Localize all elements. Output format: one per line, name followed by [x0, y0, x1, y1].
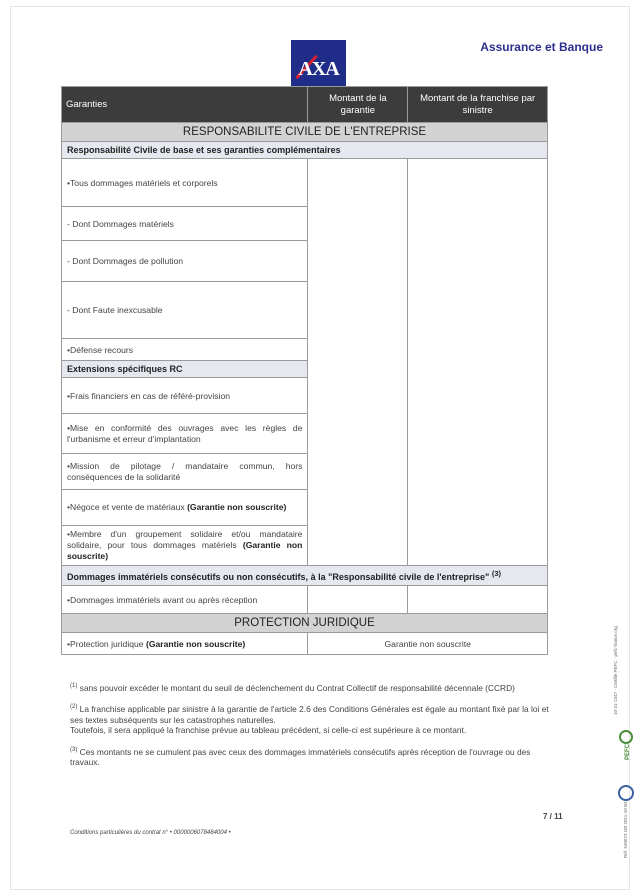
footnote-text: Ces montants ne se cumulent pas avec ceux des dommages immatériels consécutifs après réception de l'ouvrage ou des travaux.	[70, 746, 531, 767]
amount-cell	[308, 586, 408, 614]
table-row	[62, 526, 548, 566]
footnote-ref: (3)	[491, 569, 501, 578]
row-label: •Mise en conformité des ouvrages avec les règles de l'urbanisme et erreur d'implantation	[62, 414, 308, 454]
sub-immat	[62, 566, 548, 586]
row-label: - Dont Faute inexcusable	[62, 282, 308, 339]
footnote-2b	[70, 725, 558, 736]
not-subscribed-note: (Garantie non souscrite)	[67, 540, 303, 561]
page-number: 7 / 11	[543, 812, 563, 821]
pefc-code: 10-31-1347 · Certifié PEFC · pefc-france.org	[613, 626, 618, 715]
recycle-logo-icon	[618, 785, 634, 801]
table-row	[62, 159, 548, 207]
footnote-text: La franchise applicable par sinistre à la garantie de l'article 2.6 des Conditions Générales est égale au montant fixé par la loi et ses textes subséquents sur les catastrophes naturelles.	[70, 704, 549, 725]
footnotes	[70, 681, 558, 776]
footnote-text: sans pouvoir excéder le montant du seuil de déclenchement du Contrat Collectif de responsabilité décennale (CCRD)	[79, 682, 515, 693]
sub-immat-cell	[62, 566, 548, 586]
footnote-3	[70, 745, 558, 768]
row-label: •Défense recours	[62, 339, 308, 361]
row-label: •Mission de pilotage / mandataire commun, hors conséquences de la solidarité	[62, 454, 308, 490]
table-header	[62, 87, 548, 123]
row-pj	[62, 633, 308, 655]
pj-value: Garantie non souscrite	[308, 633, 548, 655]
franchise-cell	[408, 586, 548, 614]
footnote-marker: (2)	[70, 704, 78, 711]
sub-ext-title: Extensions spécifiques RC	[62, 361, 308, 378]
section-rc	[62, 123, 548, 142]
franchise-cell	[408, 526, 548, 566]
row-membre	[62, 526, 308, 566]
certification-strip	[605, 590, 635, 860]
footnote-marker: (3)	[70, 746, 78, 753]
brand-tagline: Assurance et Banque	[480, 40, 603, 54]
amount-cell	[308, 526, 408, 566]
sub-rc-base-title: Responsabilité Civile de base et ses garanties complémentaires	[62, 142, 548, 159]
row-label: •Frais financiers en cas de référé-provision	[62, 378, 308, 414]
footnote-1	[70, 681, 558, 693]
not-subscribed-note: (Garantie non souscrite)	[187, 502, 287, 512]
section-pj	[62, 614, 548, 633]
pefc-label: PEFC	[625, 743, 631, 760]
reference-code: Réf. 540673 GB 2011-10 B3	[623, 801, 628, 858]
axa-logo	[291, 40, 346, 88]
not-subscribed-note: (Garantie non souscrite)	[145, 638, 246, 649]
row-label: •Négoce et vente de matériaux	[67, 502, 185, 512]
sub-immat-title: Dommages immatériels consécutifs ou non consécutifs, à la "Responsabilité civile de l'entreprise"	[67, 572, 490, 582]
footnote-marker: (1)	[70, 683, 78, 689]
row-label: - Dont Dommages matériels	[62, 207, 308, 241]
table-row	[62, 586, 548, 614]
row-label: •Tous dommages matériels et corporels	[62, 159, 308, 207]
contract-footer: Conditions particulières du contrat n° • 0000006078484004 •	[70, 830, 231, 836]
guarantees-table	[61, 86, 548, 655]
amount-cell	[308, 159, 408, 526]
footnote-text: Toutefois, il sera appliqué la franchise prévue au tableau précédent, si celle-ci est supérieure à ce montant.	[70, 725, 467, 736]
footnote-2	[70, 702, 558, 725]
row-label: •Membre d'un groupement solidaire et/ou mandataire solidaire, pour tous dommages matériels	[67, 529, 303, 550]
section-rc-title: RESPONSABILITE CIVILE DE L'ENTREPRISE	[62, 123, 548, 142]
table-row	[62, 633, 548, 655]
section-pj-title: PROTECTION JURIDIQUE	[62, 614, 548, 633]
franchise-cell	[408, 159, 548, 526]
col-header-garanties: Garanties	[62, 87, 308, 123]
row-label: •Protection juridique	[67, 638, 144, 649]
col-header-montant-garantie: Montant de la garantie	[308, 87, 408, 123]
logo-text: AXA	[298, 58, 339, 80]
col-header-montant-franchise: Montant de la franchise par sinistre	[408, 87, 548, 123]
row-label: - Dont Dommages de pollution	[62, 241, 308, 282]
sub-rc-base	[62, 142, 548, 159]
row-label: •Dommages immatériels avant ou après réception	[62, 586, 308, 614]
row-negoce	[62, 490, 308, 526]
pefc-logo-icon	[619, 730, 633, 744]
